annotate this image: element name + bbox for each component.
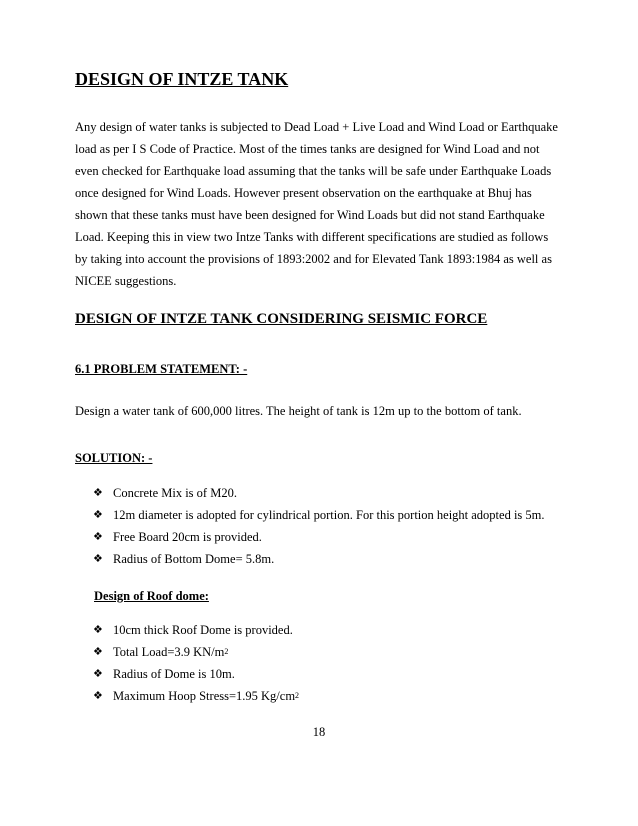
intro-paragraph: [75, 116, 575, 292]
intro-line: Load. Keeping this in view two Intze Tanks with different specifications are studied as follows: [75, 230, 549, 244]
list-item-text: Radius of Bottom Dome= 5.8m.: [113, 552, 275, 566]
intro-line: even checked for Earthquake load assuming that the tanks will be safe under Earthquake Loads: [75, 164, 552, 178]
list-item: [93, 504, 545, 526]
problem-statement: Design a water tank of 600,000 litres. The height of tank is 12m up to the bottom of tank.: [75, 404, 522, 418]
solution-heading: SOLUTION: -: [75, 451, 153, 465]
list-item: [93, 663, 299, 685]
list-item-text: Total Load=3.9 KN/m: [113, 645, 225, 659]
page-number: 18: [312, 725, 326, 739]
list-item: [93, 526, 545, 548]
problem-heading: 6.1 PROBLEM STATEMENT: -: [75, 362, 248, 376]
intro-line: by taking into account the provisions of 1893:2002 and for Elevated Tank 1893:1984 as well as: [75, 252, 552, 266]
list-item: [93, 548, 545, 570]
intro-line: load as per I S Code of Practice. Most of the times tanks are designed for Wind Load and not: [75, 142, 540, 156]
diamond-bullet-icon: ❖: [93, 553, 103, 565]
section-heading: DESIGN OF INTZE TANK CONSIDERING SEISMIC FORCE: [75, 311, 488, 327]
list-item-text: Free Board 20cm is provided.: [113, 530, 262, 544]
diamond-bullet-icon: ❖: [93, 668, 103, 680]
list-item-text: Concrete Mix is of M20.: [113, 486, 237, 500]
intro-line: Any design of water tanks is subjected to Dead Load + Live Load and Wind Load or Earthquake: [75, 120, 558, 134]
diamond-bullet-icon: ❖: [93, 624, 103, 636]
solution-list: [93, 482, 545, 570]
diamond-bullet-icon: ❖: [93, 690, 103, 702]
diamond-bullet-icon: ❖: [93, 646, 103, 658]
list-item: ❖ Total Load=3.9 KN/m 2: [93, 641, 299, 663]
list-item: ❖ Maximum Hoop Stress=1.95 Kg/cm 2: [93, 685, 299, 707]
list-item-text: Radius of Dome is 10m.: [113, 667, 235, 681]
list-item-text: 12m diameter is adopted for cylindrical portion. For this portion height adopted is 5m.: [113, 508, 545, 522]
diamond-bullet-icon: ❖: [93, 509, 103, 521]
diamond-bullet-icon: ❖: [93, 487, 103, 499]
list-item: [93, 619, 299, 641]
list-item-text: 10cm thick Roof Dome is provided.: [113, 623, 293, 637]
intro-line: once designed for Wind Loads. However present observation on the earthquake at Bhuj has: [75, 186, 532, 200]
roof-dome-list: [93, 619, 299, 707]
page-title: DESIGN OF INTZE TANK: [75, 69, 289, 89]
list-item-text: Maximum Hoop Stress=1.95 Kg/cm: [113, 689, 296, 703]
intro-line: NICEE suggestions.: [75, 274, 177, 288]
diamond-bullet-icon: ❖: [93, 531, 103, 543]
list-item: [93, 482, 545, 504]
roof-dome-heading: Design of Roof dome:: [94, 589, 209, 603]
intro-line: shown that these tanks must have been designed for Wind Loads but did not stand Earthquake: [75, 208, 545, 222]
